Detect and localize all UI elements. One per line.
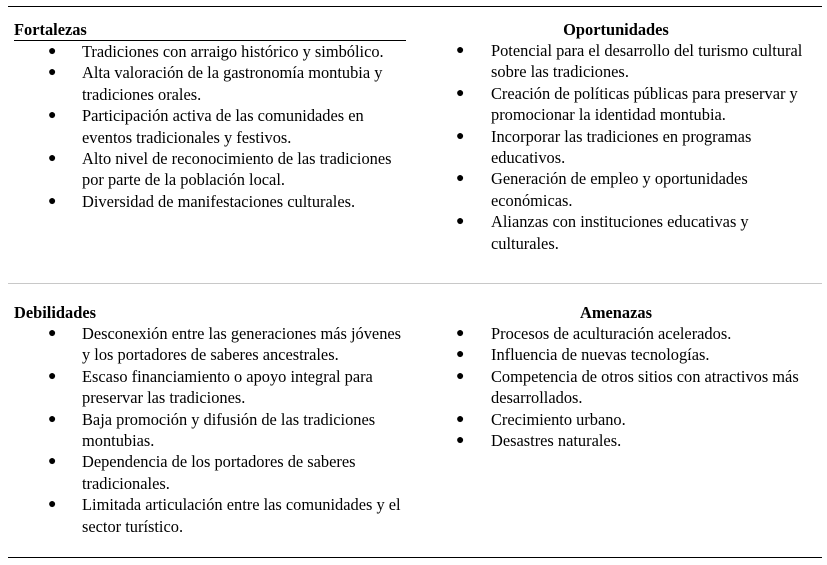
list-item: ● Incorporar las tradiciones en programas educativos. [456,126,752,168]
amenazas-list [410,323,822,451]
quadrant-title-debilidades: Debilidades [14,303,96,322]
quadrant-fortalezas [14,19,406,212]
list-item: ● Diversidad de manifestaciones culturales. [48,191,356,211]
list-item: ● Creación de políticas públicas para preservar y promocionar la identidad montubia. [456,83,798,125]
list-item: ● Baja promoción y difusión de las tradiciones montubias. [48,409,376,451]
list-item: ● Desastres naturales. [456,431,622,451]
list-item: ● Dependencia de los portadores de saberes tradicionales. [48,452,356,493]
bullet-icon: ● [48,454,57,470]
bullet-icon: ● [456,433,465,449]
bullet-icon: ● [456,411,465,427]
list-item: ● Participación activa de las comunidades en eventos tradicionales y festivos. [48,106,364,147]
table-top-rule [8,6,822,7]
list-item: ● Potencial para el desarrollo del turismo cultural sobre las tradiciones. [456,41,803,82]
bullet-icon: ● [456,368,465,384]
list-item: ● Desconexión entre las generaciones más jóvenes y los portadores de saberes ancestrales. [48,324,402,365]
bullet-icon: ● [48,65,57,81]
quadrant-title-oportunidades: Oportunidades [563,20,669,39]
bullet-icon: ● [48,411,57,427]
list-item: ● Alta valoración de la gastronomía montubia y tradiciones orales. [48,63,383,104]
list-item: ● Limitada articulación entre las comunidades y el sector turístico. [48,495,401,536]
bullet-icon: ● [456,171,465,187]
list-item: ● Escaso financiamiento o apoyo integral para preservar las tradiciones. [48,366,373,408]
bullet-icon: ● [48,368,57,384]
quadrant-oportunidades [410,19,822,254]
bullet-icon: ● [48,497,57,513]
bullet-icon: ● [48,108,57,124]
list-item: ● Alianzas con instituciones educativas y culturales. [456,212,749,253]
bullet-icon: ● [456,43,465,58]
debilidades-list [14,323,406,537]
table-bottom-rule [8,557,822,558]
bullet-icon: ● [48,326,57,341]
bullet-icon: ● [48,44,57,59]
list-item: ● Alto nivel de reconocimiento de las tradiciones por parte de la población local. [48,149,392,190]
list-item: ● Competencia de otros sitios con atractivos más desarrollados. [456,366,799,408]
bullet-icon: ● [456,85,465,101]
list-item: ● Influencia de nuevas tecnologías. [456,345,710,365]
quadrant-debilidades [14,302,406,537]
quadrant-title-fortalezas: Fortalezas [14,19,406,41]
fortalezas-list [14,41,406,212]
list-item: ● Generación de empleo y oportunidades económicas. [456,169,748,210]
oportunidades-list [410,40,822,254]
quadrant-title-amenazas: Amenazas [580,303,652,322]
quadrant-amenazas [410,302,822,451]
bullet-icon: ● [48,193,57,209]
bullet-icon: ● [456,128,465,144]
bullet-icon: ● [456,326,465,341]
list-item: ● Crecimiento urbano. [456,409,626,429]
list-item: ● Procesos de aculturación acelerados. [456,324,732,343]
bullet-icon: ● [48,151,57,167]
table-middle-rule [8,283,822,284]
bullet-icon: ● [456,214,465,230]
list-item: ● Tradiciones con arraigo histórico y simbólico. [48,42,384,61]
bullet-icon: ● [456,347,465,363]
